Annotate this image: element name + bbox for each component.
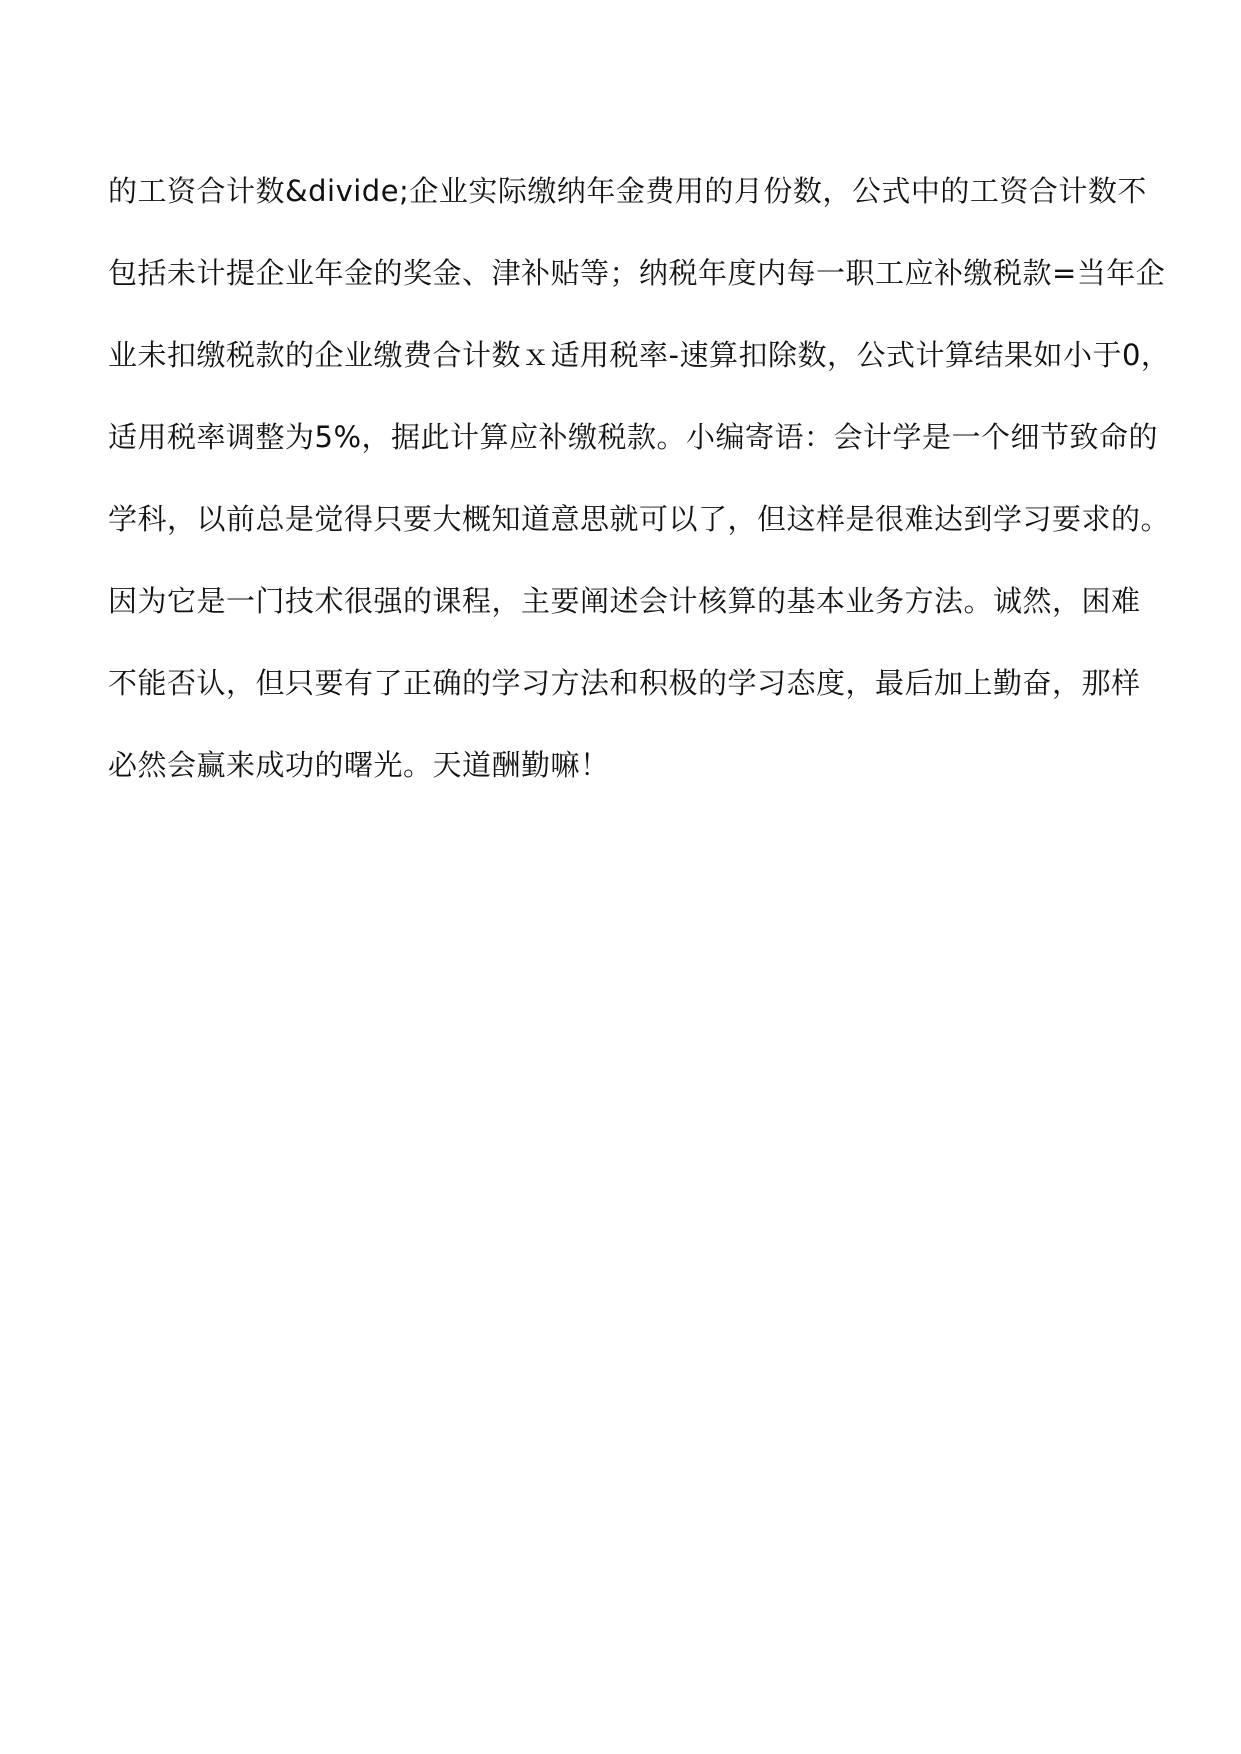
text-line: 适用税率调整为5%，据此计算应补缴税款。小编寄语：会计学是一个细节致命的 xyxy=(108,420,1159,454)
text-line: 学科，以前总是觉得只要大概知道意思就可以了，但这样是很难达到学习要求的。 xyxy=(108,502,1171,536)
text-line: 因为它是一门技术很强的课程，主要阐述会计核算的基本业务方法。诚然，困难 xyxy=(108,584,1141,618)
text-line: 业未扣缴税款的企业缴费合计数ｘ适用税率-速算扣除数，公式计算结果如小于0， xyxy=(108,338,1171,372)
text-line: 的工资合计数&divide;企业实际缴纳年金费用的月份数，公式中的工资合计数不 xyxy=(108,174,1147,208)
text-line: 必然会赢来成功的曙光。天道酬勤嘛！ xyxy=(108,748,610,782)
text-line: 包括未计提企业年金的奖金、津补贴等；纳税年度内每一职工应补缴税款=当年企 xyxy=(108,256,1166,290)
body-paragraph xyxy=(108,164,1171,820)
text-line: 不能否认，但只要有了正确的学习方法和积极的学习态度，最后加上勤奋，那样 xyxy=(108,666,1141,700)
